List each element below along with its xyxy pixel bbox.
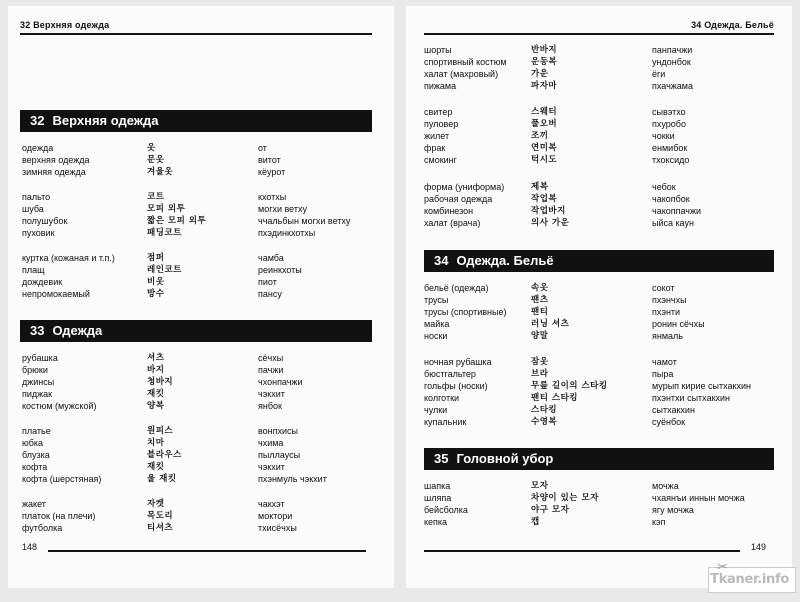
vocab-row [22,191,372,203]
russian-word: колготки [424,393,460,403]
vocab-row [22,498,372,510]
transliteration: чакхэт [258,499,285,509]
watermark-text: Tkaner.info [710,572,789,587]
korean-word: 잠옷 [531,357,549,367]
vocab-row [424,392,774,404]
korean-word: 방수 [147,289,165,299]
korean-word: 작업바지 [531,206,566,216]
korean-word: 연미복 [531,143,558,153]
vocab-row [424,404,774,416]
transliteration: чхонпачжи [258,377,303,387]
korean-word: 재킷 [147,462,165,472]
vocab-row [424,44,774,56]
korean-word: 문옷 [147,155,165,165]
transliteration: ягу мочжа [652,505,694,515]
vocab-row [424,330,774,342]
vocab-row [22,364,372,376]
korean-word: 비옷 [147,277,165,287]
vocab-row [22,461,372,473]
transliteration: пачжи [258,365,284,375]
vocab-row [424,154,774,166]
russian-word: блузка [22,450,50,460]
vocab-row [424,480,774,492]
vocab-row [424,416,774,428]
transliteration: реинкхоты [258,265,302,275]
russian-word: носки [424,331,448,341]
vocab-row [22,449,372,461]
vocab-row [22,288,372,300]
korean-word: 야구 모자 [531,505,570,515]
transliteration: пхэдинкхотхы [258,228,316,238]
vocab-row [424,118,774,130]
korean-word: 팬츠 [531,295,549,305]
transliteration: сывэтхо [652,107,686,117]
korean-word: 제복 [531,182,549,192]
russian-word: форма (униформа) [424,182,505,192]
russian-word: верхняя одежда [22,155,90,165]
vocab-row [424,492,774,504]
transliteration: сёчхы [258,353,284,363]
korean-word: 코트 [147,192,165,202]
transliteration: чхаянъи иннын мочжа [652,493,745,503]
korean-word: 셔츠 [147,353,165,363]
korean-word: 옷 [147,143,156,153]
transliteration: пхэнтхи сытхакхин [652,393,731,403]
vocab-row [22,376,372,388]
korean-word: 작업복 [531,194,558,204]
transliteration: чамба [258,253,284,263]
russian-word: юбка [22,438,44,448]
russian-word: джинсы [22,377,55,387]
section-number: 35 [434,451,449,466]
russian-word: костюм (мужской) [22,401,97,411]
russian-word: рубашка [22,353,58,363]
vocab-row [424,318,774,330]
russian-word: шапка [424,481,451,491]
transliteration: пхуробо [652,119,686,129]
transliteration: тхоксидо [652,155,690,165]
transliteration: кёурот [258,167,286,177]
transliteration: чэкхит [258,389,285,399]
vocab-row [22,166,372,178]
russian-word: жилет [424,131,450,141]
korean-word: 모자 [531,481,549,491]
korean-word: 겨울옷 [147,167,174,177]
section-number: 34 [434,253,449,268]
russian-word: ночная рубашка [424,357,492,367]
korean-word: 원피스 [147,426,174,436]
vocab-row [22,522,372,534]
section-title: Одежда. Бельё [456,253,554,268]
transliteration: чокки [652,131,675,141]
transliteration: пхэнмуль чэкхит [258,474,327,484]
vocab-row [424,130,774,142]
russian-word: трусы (спортивные) [424,307,507,317]
running-head: 32 Верхняя одежда [20,20,110,30]
transliteration: чамот [652,357,677,367]
russian-word: дождевик [22,277,63,287]
transliteration: пхэнти [652,307,681,317]
russian-word: бельё (одежда) [424,283,489,293]
korean-word: 양말 [531,331,549,341]
right-page [406,6,792,588]
vocab-row [22,388,372,400]
russian-word: фрак [424,143,446,153]
korean-word: 양복 [147,401,165,411]
transliteration: витот [258,155,281,165]
transliteration: суёнбок [652,417,686,427]
section-header [424,448,774,470]
korean-word: 팬티 스타킹 [531,393,579,403]
transliteration: сытхакхин [652,405,695,415]
left-page [8,6,394,588]
russian-word: пижама [424,81,457,91]
transliteration: янмаль [652,331,683,341]
korean-word: 재킷 [147,389,165,399]
section-header [20,110,372,132]
russian-word: бейсболка [424,505,468,515]
vocab-row [424,294,774,306]
vocab-row [424,181,774,193]
russian-word: халат (махровый) [424,69,499,79]
korean-word: 의사 가운 [531,218,570,228]
vocab-row [22,227,372,239]
korean-word: 짧은 모피 외투 [147,216,207,226]
korean-word: 스웨터 [531,107,558,117]
russian-word: брюки [22,365,48,375]
korean-word: 러닝 셔츠 [531,319,570,329]
vocab-row [424,516,774,528]
russian-word: смокинг [424,155,457,165]
vocab-row [424,504,774,516]
transliteration: янбок [258,401,282,411]
vocab-row [424,193,774,205]
section-number: 33 [30,323,45,338]
vocab-row [424,142,774,154]
transliteration: от [258,143,267,153]
russian-word: пуловер [424,119,459,129]
korean-word: 운동복 [531,57,558,67]
vocab-row [22,352,372,364]
korean-word: 자켓 [147,499,165,509]
running-head: 34 Одежда. Бельё [691,20,774,30]
russian-word: халат (врача) [424,218,481,228]
vocab-row [424,68,774,80]
korean-word: 차양이 있는 모자 [531,493,599,503]
transliteration: чакоппачжи [652,206,702,216]
russian-word: пиджак [22,389,53,399]
transliteration: могхи ветху [258,204,308,214]
russian-word: куртка (кожаная и т.п.) [22,253,115,263]
korean-word: 조끼 [531,131,549,141]
russian-word: чулки [424,405,448,415]
russian-word: непромокаемый [22,289,90,299]
transliteration: сокот [652,283,675,293]
transliteration: ронин сёчхы [652,319,705,329]
russian-word: купальник [424,417,467,427]
korean-word: 속옷 [531,283,549,293]
vocab-row [22,425,372,437]
russian-word: пуховик [22,228,55,238]
transliteration: чэкхит [258,462,285,472]
korean-word: 팬티 [531,307,549,317]
korean-word: 스타킹 [531,405,558,415]
russian-word: пальто [22,192,51,202]
vocab-row [22,142,372,154]
vocab-row [22,276,372,288]
page-number: 149 [750,542,766,552]
russian-word: спортивный костюм [424,57,507,67]
transliteration: кэп [652,517,666,527]
footer-rule [48,550,366,552]
vocab-row [22,252,372,264]
transliteration: пыллаусы [258,450,301,460]
russian-word: шляпа [424,493,452,503]
header-rule [20,33,372,35]
transliteration: кхотхы [258,192,287,202]
russian-word: платье [22,426,51,436]
transliteration: тхисёчхы [258,523,297,533]
vocab-row [424,80,774,92]
korean-word: 브라 [531,369,549,379]
korean-word: 목도리 [147,511,174,521]
korean-word: 블라우스 [147,450,182,460]
korean-word: 바지 [147,365,165,375]
russian-word: шуба [22,204,44,214]
korean-word: 청바지 [147,377,174,387]
footer-rule [424,550,740,552]
russian-word: кофта [22,462,48,472]
korean-word: 가운 [531,69,549,79]
korean-word: 파자마 [531,81,558,91]
korean-word: 풀오버 [531,119,558,129]
transliteration: чакопбок [652,194,690,204]
russian-word: кепка [424,517,448,527]
transliteration: ыйса кaун [652,218,694,228]
russian-word: платок (на плечи) [22,511,96,521]
korean-word: 티셔츠 [147,523,174,533]
russian-word: полушубок [22,216,68,226]
korean-word: 캡 [531,517,540,527]
transliteration: пансу [258,289,282,299]
korean-word: 모피 외투 [147,204,186,214]
vocab-row [424,368,774,380]
transliteration: пхэнчхы [652,295,687,305]
page-number: 148 [22,542,38,552]
russian-word: гольфы (носки) [424,381,488,391]
russian-word: футболка [22,523,63,533]
vocab-row [424,282,774,294]
korean-word: 점퍼 [147,253,165,263]
transliteration: ёги [652,69,666,79]
korean-word: 울 재킷 [147,474,177,484]
vocab-row [424,306,774,318]
transliteration: ундонбок [652,57,691,67]
korean-word: 무릎 길이의 스타킹 [531,381,608,391]
vocab-row [22,510,372,522]
russian-word: зимняя одежда [22,167,86,177]
vocab-row [22,203,372,215]
section-title: Верхняя одежда [52,113,159,128]
transliteration: пиот [258,277,277,287]
transliteration: енмибок [652,143,688,153]
transliteration: пыра [652,369,674,379]
section-header [20,320,372,342]
korean-word: 수영복 [531,417,558,427]
korean-word: 치마 [147,438,165,448]
transliteration: чебок [652,182,676,192]
section-title: Головной убор [456,451,554,466]
vocab-row [424,217,774,229]
transliteration: мочжа [652,481,679,491]
vocab-row [424,106,774,118]
transliteration: мурып кирие сытхакхин [652,381,751,391]
vocab-row [22,215,372,227]
korean-word: 패딩코트 [147,228,182,238]
transliteration: вонпхисы [258,426,299,436]
russian-word: трусы [424,295,449,305]
vocab-row [424,205,774,217]
vocab-row [22,437,372,449]
header-rule [424,33,774,35]
russian-word: шорты [424,45,452,55]
vocab-row [22,473,372,485]
korean-word: 레인코트 [147,265,182,275]
vocab-row [424,380,774,392]
section-header [424,250,774,272]
russian-word: кофта (шерстяная) [22,474,102,484]
vocab-row [22,264,372,276]
russian-word: одежда [22,143,54,153]
watermark-logo [708,560,796,593]
russian-word: жакет [22,499,46,509]
transliteration: моктори [258,511,293,521]
russian-word: свитер [424,107,453,117]
russian-word: комбинезон [424,206,474,216]
korean-word: 턱시도 [531,155,558,165]
vocab-row [22,154,372,166]
transliteration: панпачжи [652,45,693,55]
transliteration: чхима [258,438,284,448]
russian-word: майка [424,319,450,329]
korean-word: 반바지 [531,45,558,55]
section-title: Одежда [52,323,103,338]
section-number: 32 [30,113,45,128]
vocab-row [22,400,372,412]
russian-word: бюстгальтер [424,369,476,379]
russian-word: плащ [22,265,45,275]
scissors-icon: ✂ [717,560,728,575]
transliteration: пхачжама [652,81,693,91]
vocab-row [424,56,774,68]
vocab-row [424,356,774,368]
transliteration: ччальбын могхи ветху [258,216,351,226]
russian-word: рабочая одежда [424,194,493,204]
